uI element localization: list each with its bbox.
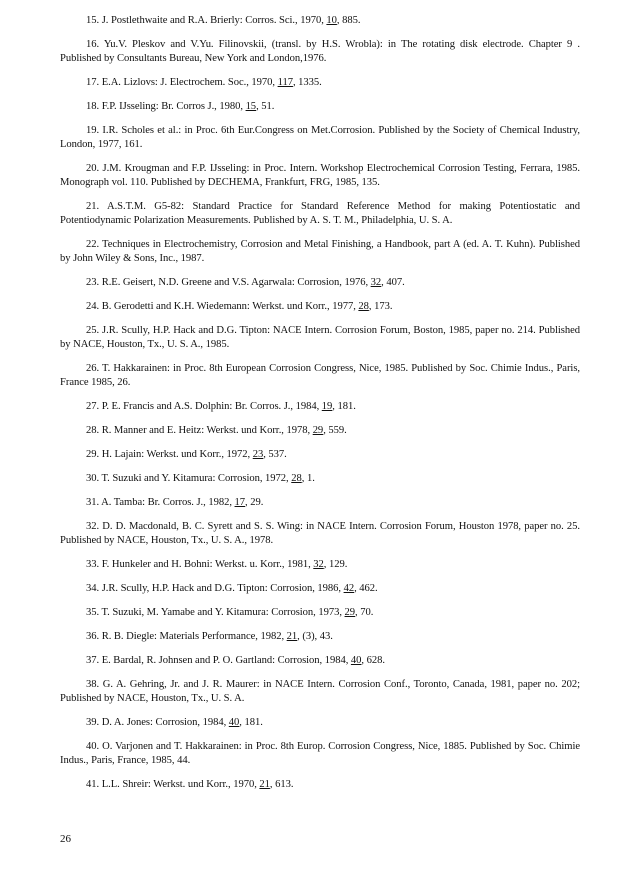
reference-pages: , 628. bbox=[361, 655, 385, 666]
reference-entry bbox=[60, 606, 580, 620]
reference-pages: , 613. bbox=[269, 779, 294, 790]
reference-entry bbox=[60, 400, 580, 414]
reference-pages: , 173. bbox=[368, 301, 393, 312]
reference-entry bbox=[60, 14, 580, 28]
reference-pages: , 181. bbox=[239, 717, 263, 728]
reference-text: 22. Techniques in Electrochemistry, Corrosion and Metal Finishing, a Handbook, part A (ed. A. T. Kuhn). Published by John Wiley & Sons, Inc., 1987. bbox=[60, 239, 580, 264]
reference-entry bbox=[60, 740, 580, 768]
reference-text: 23. R.E. Geisert, N.D. Greene and V.S. Agarwala: Corrosion, 1976, bbox=[86, 277, 371, 288]
reference-volume: 28 bbox=[291, 473, 302, 484]
reference-text: 38. G. A. Gehring, Jr. and J. R. Maurer: in NACE Intern. Corrosion Conf., Toronto, Canada, 1981, paper no. 202; Published by NACE, Houston, Tx., U. S. A. bbox=[60, 679, 580, 704]
reference-text: 31. A. Tamba: Br. Corros. J., 1982, bbox=[86, 497, 235, 508]
reference-entry bbox=[60, 238, 580, 266]
reference-entry bbox=[60, 558, 580, 572]
reference-pages: , 29. bbox=[245, 497, 264, 508]
reference-pages: , (3), 43. bbox=[297, 631, 333, 642]
reference-volume: 23 bbox=[252, 449, 264, 460]
reference-text: 21. A.S.T.M. G5-82: Standard Practice for Standard Reference Method for making Potentiostatic and Potentiodynamic Polarization Measurements. Published by A. S. T. M., Philadelphia, U. S. A. bbox=[60, 201, 580, 226]
reference-entry bbox=[60, 472, 580, 486]
reference-text: 27. P. E. Francis and A.S. Dolphin: Br. Corros. J., 1984, bbox=[86, 401, 322, 412]
reference-entry bbox=[60, 582, 580, 596]
reference-entry bbox=[60, 496, 580, 510]
reference-text: 20. J.M. Krougman and F.P. IJsseling: in Proc. Intern. Workshop Electrochemical Corrosion Testing, Ferrara, 1985. Monograph vol. 110. Published by DECHEMA, Frankfurt, FRG, 1985, 135. bbox=[60, 163, 580, 188]
reference-volume: 40 bbox=[228, 717, 240, 728]
reference-volume: 29 bbox=[344, 607, 356, 618]
reference-text: 41. L.L. Shreir: Werkst. und Korr., 1970, bbox=[86, 779, 260, 790]
reference-text: 39. D. A. Jones: Corrosion, 1984, bbox=[86, 717, 229, 728]
reference-text: 40. O. Varjonen and T. Hakkarainen: in Proc. 8th Europ. Corrosion Congress, Nice, 1885. Published by Soc. Chimie Indus., Paris, France, 1985, 44. bbox=[60, 741, 580, 766]
reference-pages: , 1335. bbox=[292, 77, 322, 88]
reference-entry bbox=[60, 276, 580, 290]
reference-pages: , 129. bbox=[323, 559, 348, 570]
reference-volume: 21 bbox=[259, 779, 270, 790]
reference-volume: 40 bbox=[350, 655, 362, 666]
reference-entry bbox=[60, 654, 580, 668]
reference-text: 15. J. Postlethwaite and R.A. Brierly: Corros. Sci., 1970, bbox=[86, 15, 327, 26]
reference-pages: , 70. bbox=[355, 607, 374, 618]
reference-pages: , 51. bbox=[256, 101, 275, 112]
reference-text: 37. E. Bardal, R. Johnsen and P. O. Gartland: Corrosion, 1984, bbox=[86, 655, 351, 666]
reference-text: 28. R. Manner and E. Heitz: Werkst. und Korr., 1978, bbox=[86, 425, 313, 436]
reference-text: 36. R. B. Diegle: Materials Performance, 1982, bbox=[86, 631, 287, 642]
reference-pages: , 537. bbox=[263, 449, 287, 460]
reference-entry bbox=[60, 630, 580, 644]
reference-entry bbox=[60, 716, 580, 730]
reference-entry bbox=[60, 124, 580, 152]
reference-text: 19. I.R. Scholes et al.: in Proc. 6th Eur.Congress on Met.Corrosion. Published by the Society of Chemical Industry, London, 1977, 161. bbox=[60, 125, 580, 150]
reference-text: 25. J.R. Scully, H.P. Hack and D.G. Tipton: NACE Intern. Corrosion Forum, Boston, 1985, paper no. 214. Published by NACE, Houston, Tx., U. S. A., 1985. bbox=[60, 325, 580, 350]
reference-entry bbox=[60, 424, 580, 438]
reference-volume: 10 bbox=[326, 15, 337, 26]
reference-entry bbox=[60, 38, 580, 66]
reference-volume: 32 bbox=[313, 559, 324, 570]
reference-pages: , 885. bbox=[336, 15, 361, 26]
reference-text: 29. H. Lajain: Werkst. und Korr., 1972, bbox=[86, 449, 253, 460]
reference-text: 26. T. Hakkarainen: in Proc. 8th European Corrosion Congress, Nice, 1985. Published by Soc. Chimie Indus., Paris, France 1985, 26. bbox=[60, 363, 580, 388]
reference-entry bbox=[60, 162, 580, 190]
reference-volume: 17 bbox=[234, 497, 246, 508]
reference-entry bbox=[60, 324, 580, 352]
reference-text: 30. T. Suzuki and Y. Kitamura: Corrosion, 1972, bbox=[86, 473, 292, 484]
reference-text: 32. D. D. Macdonald, B. C. Syrett and S. S. Wing: in NACE Intern. Corrosion Forum, Houston 1978, paper no. 25. Published by NACE, Houston, Tx., U. S. A., 1978. bbox=[60, 521, 580, 546]
reference-text: 18. F.P. IJsseling: Br. Corros J., 1980, bbox=[86, 101, 246, 112]
reference-volume: 21 bbox=[286, 631, 298, 642]
reference-entry bbox=[60, 520, 580, 548]
reference-volume: 117 bbox=[277, 77, 293, 88]
reference-entry bbox=[60, 200, 580, 228]
reference-entry bbox=[60, 362, 580, 390]
reference-entry bbox=[60, 76, 580, 90]
reference-text: 33. F. Hunkeler and H. Bohni: Werkst. u. Korr., 1981, bbox=[86, 559, 314, 570]
reference-text: 16. Yu.V. Pleskov and V.Yu. Filinovskii, (transl. by H.S. Wrobla): in The rotating disk electrode. Chapter 9 . Published by Consultants Bureau, New York and London,1976. bbox=[60, 39, 580, 64]
reference-pages: , 462. bbox=[354, 583, 378, 594]
reference-pages: , 1. bbox=[301, 473, 315, 484]
reference-volume: 19 bbox=[321, 401, 333, 412]
reference-entry bbox=[60, 448, 580, 462]
reference-volume: 32 bbox=[370, 277, 382, 288]
reference-text: 17. E.A. Lizlovs: J. Electrochem. Soc., 1970, bbox=[86, 77, 278, 88]
reference-entry bbox=[60, 100, 580, 114]
reference-text: 35. T. Suzuki, M. Yamabe and Y. Kitamura: Corrosion, 1973, bbox=[86, 607, 345, 618]
reference-pages: , 559. bbox=[323, 425, 347, 436]
reference-volume: 29 bbox=[312, 425, 324, 436]
reference-list bbox=[60, 14, 580, 802]
reference-entry bbox=[60, 778, 580, 792]
reference-volume: 42 bbox=[343, 583, 355, 594]
reference-entry bbox=[60, 678, 580, 706]
reference-pages: , 181. bbox=[332, 401, 356, 412]
reference-entry bbox=[60, 300, 580, 314]
reference-pages: , 407. bbox=[381, 277, 405, 288]
reference-volume: 28 bbox=[358, 301, 369, 312]
page-number: 26 bbox=[60, 833, 71, 845]
reference-text: 24. B. Gerodetti and K.H. Wiedemann: Werkst. und Korr., 1977, bbox=[86, 301, 359, 312]
reference-volume: 15 bbox=[245, 101, 257, 112]
reference-text: 34. J.R. Scully, H.P. Hack and D.G. Tipton: Corrosion, 1986, bbox=[86, 583, 344, 594]
